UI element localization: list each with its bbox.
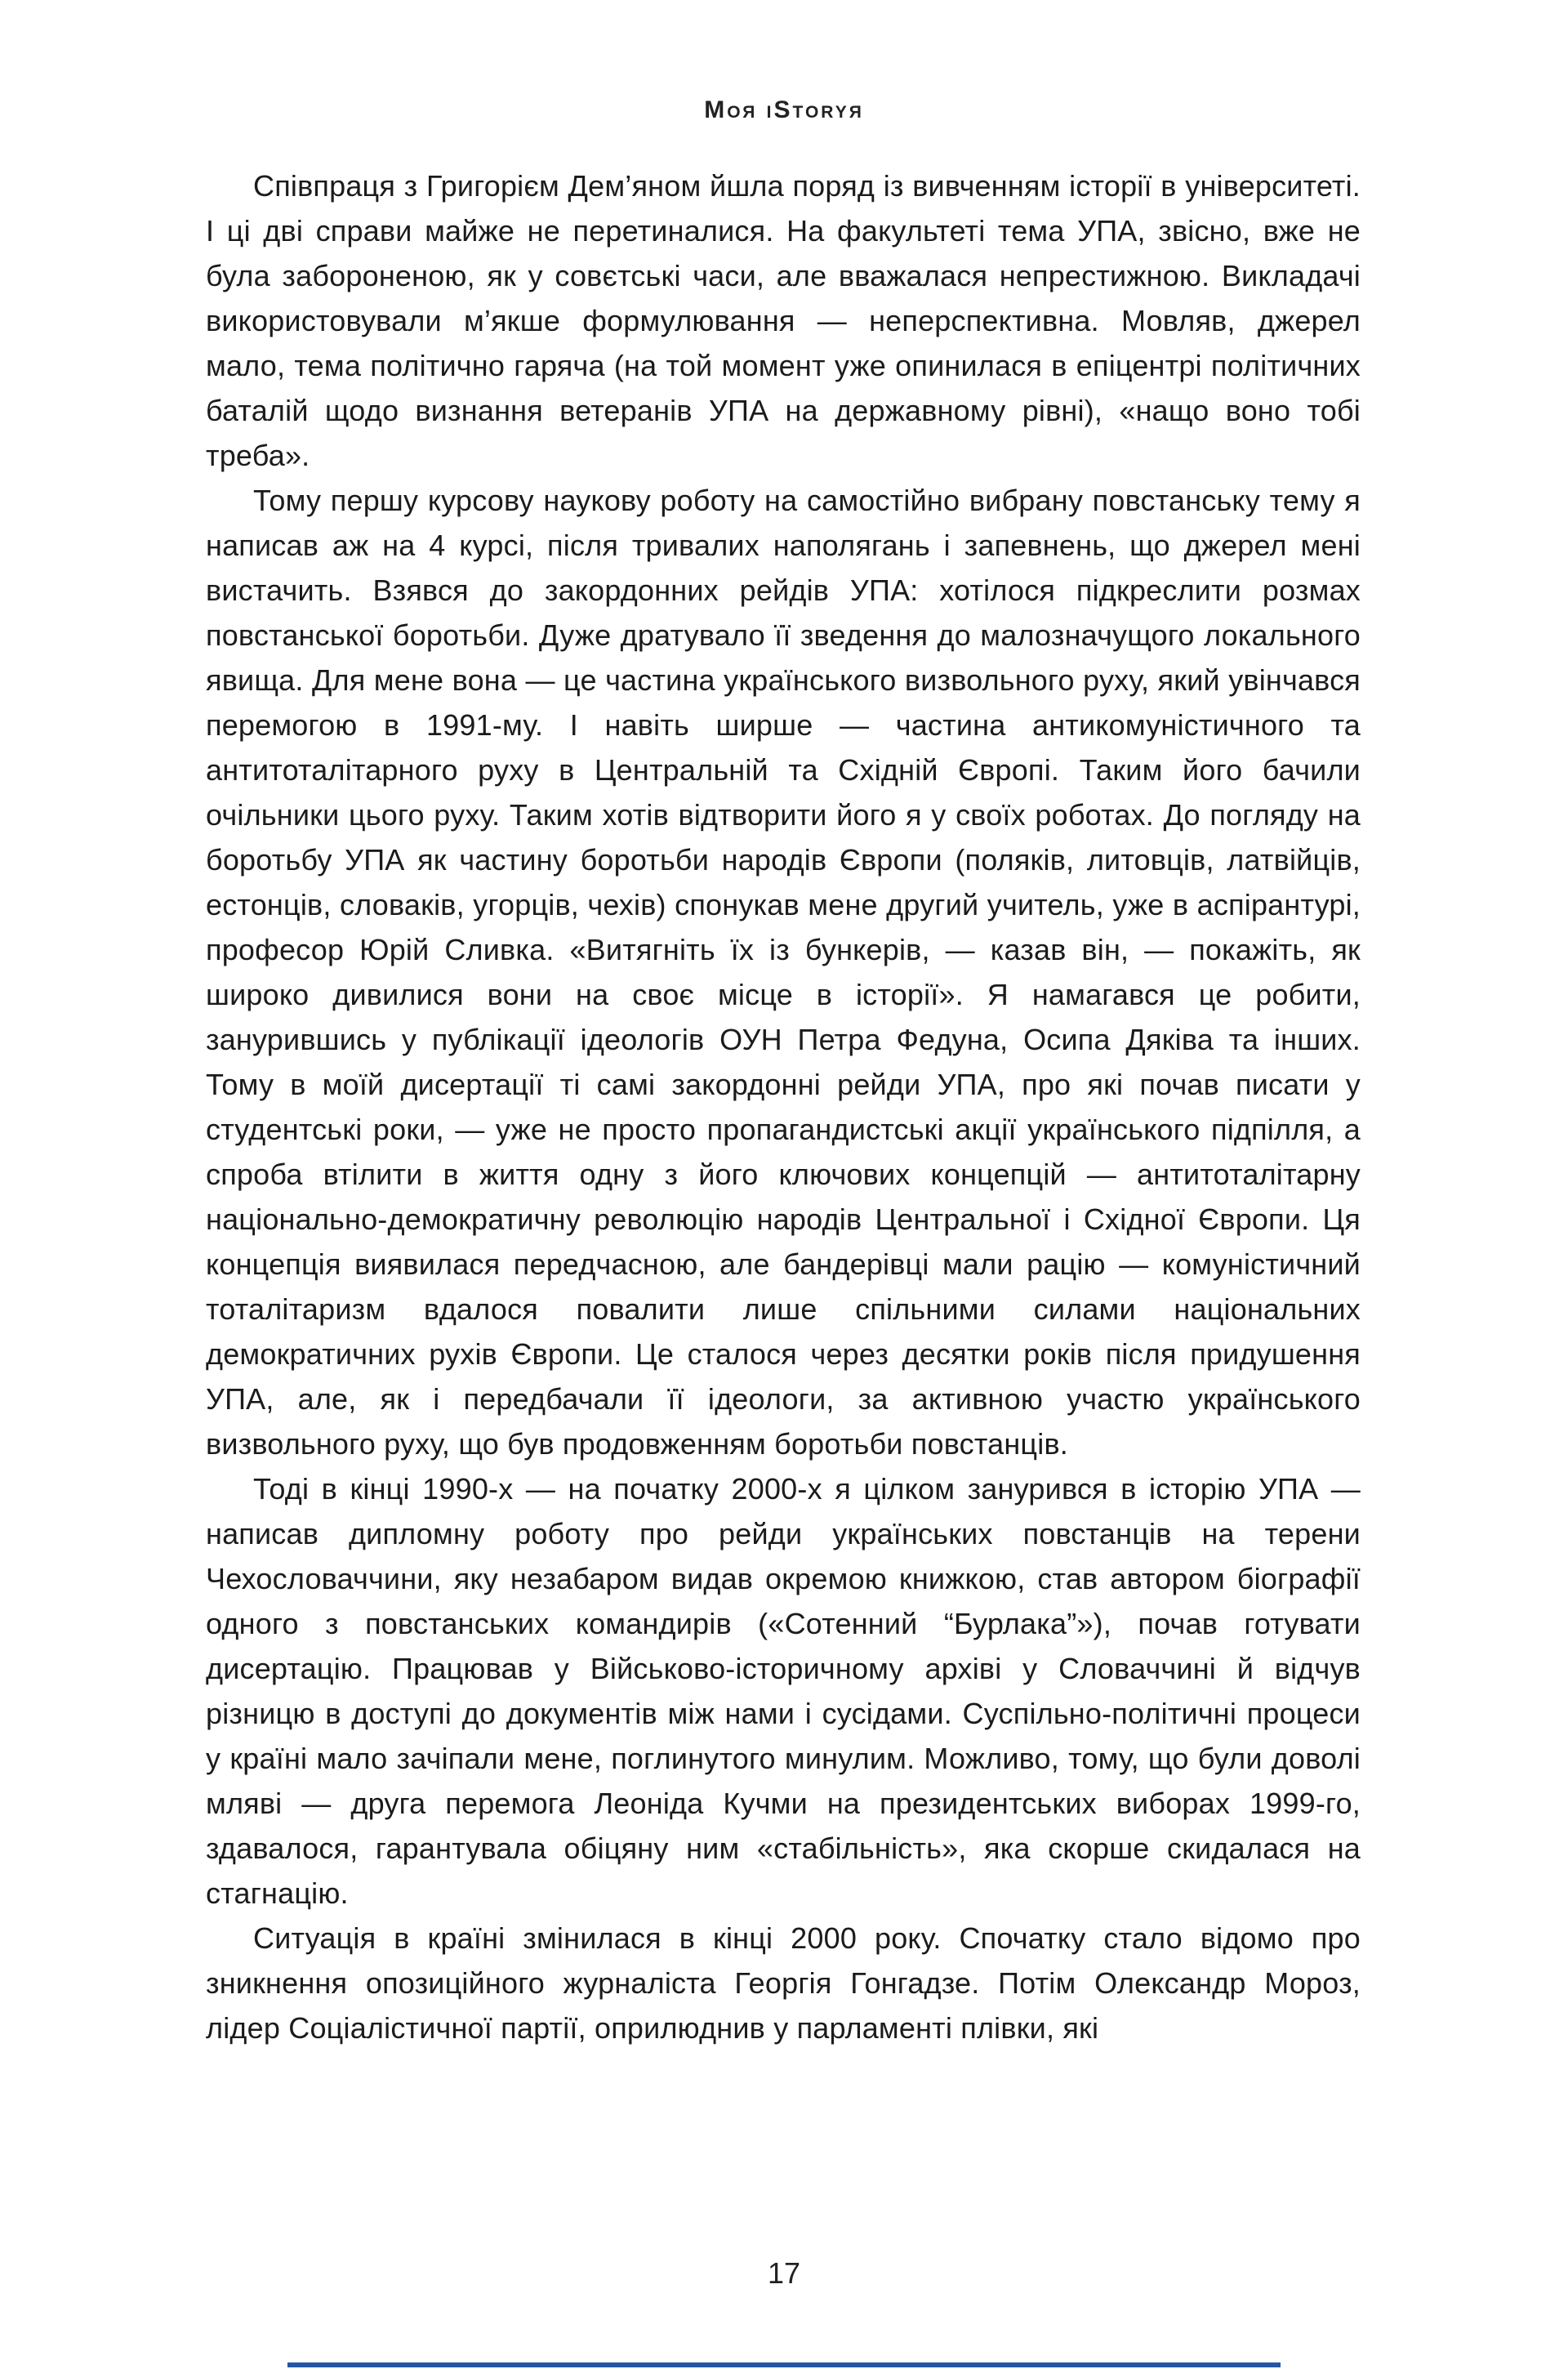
footer-rule: [287, 2362, 1281, 2367]
running-head-title: Моя іStoryя: [704, 96, 864, 123]
page-body-text: [206, 163, 1361, 2050]
body-paragraph: Ситуація в країні змінилася в кінці 2000 року. Спочатку стало відомо про зникнення опозиційного журналіста Георгія Гонгадзе. Потім Олександр Мороз, лідер Соціалістичної партії, оприлюднив у парламенті плівки, які: [206, 1921, 1361, 2045]
body-paragraph: Тоді в кінці 1990-х — на початку 2000-х я цілком занурився в історію УПА — написав дипломну роботу про рейди українських повстанців на терени Чехословаччини, яку незабаром видав окремою книжкою, став автором біографії одного з повстанських командирів («Сотенний “Бурлака”»), почав готувати дисертацію. Працював у Військово-історичному архіві у Словаччині й відчув різницю в доступі до документів між нами і сусідами. Суспільно-політичні процеси у країні мало зачіпали мене, поглинутого минулим. Можливо, тому, що були доволі мляві — друга перемога Леоніда Кучми на президентських виборах 1999-го, здавалося, гарантувала обіцяну ним «стабільність», яка скорше скидалася на стагнацію.: [206, 1472, 1361, 1910]
body-paragraph: Співпраця з Григорієм Дем’яном йшла поряд із вивченням історії в університеті. І ці дві справи майже не перетиналися. На факультеті тема УПА, звісно, вже не була забороненою, як у совєтські часи, але вважалася непрестижною. Викладачі використовували м’якше формулювання — неперспективна. Мовляв, джерел мало, тема політично гаряча (на той момент уже опинилася в епіцентрі політичних баталій щодо визнання ветеранів УПА на державному рівні), «нащо воно тобі треба».: [206, 169, 1361, 472]
page-number: 17: [767, 2256, 801, 2290]
body-paragraph: Тому першу курсову наукову роботу на самостійно вибрану повстанську тему я написав аж на 4 курсі, після тривалих наполягань і запевнень, що джерел мені вистачить. Взявся до закордонних рейдів УПА: хотілося підкреслити розмах повстанської боротьби. Дуже дратувало її зведення до малозначущого локального явища. Для мене вона — це частина українського визвольного руху, який увінчався перемогою в 1991-му. І навіть ширше — частина антикомуністичного та антитоталітарного руху в Центральній та Східній Європі. Таким його бачили очільники цього руху. Таким хотів відтворити його я у своїх роботах. До погляду на боротьбу УПА як частину боротьби народів Європи (поляків, литовців, латвійців, естонців, словаків, угорців, чехів) спонукав мене другий учитель, уже в аспірантурі, професор Юрій Сливка. «Витягніть їх із бункерів, — казав він, — покажіть, як широко дивилися вони на своє місце в історії». Я намагався це робити, занурившись у публікації ідеологів ОУН Петра Федуна, Осипа Дяківа та інших. Тому в моїй дисертації ті самі закордонні рейди УПА, про які почав писати у студентські роки, — уже не просто пропагандистські акції українського підпілля, а спроба втілити в життя одну з його ключових концепцій — антитоталітарну національно-демократичну революцію народів Центральної і Східної Європи. Ця концепція виявилася передчасною, але бандерівці мали рацію — комуністичний тоталітаризм вдалося повалити лише спільними силами національних демократичних рухів Європи. Це сталося через десятки років після придушення УПА, але, як і передбачали її ідеологи, за активною участю українського визвольного руху, що був продовженням боротьби повстанців.: [206, 484, 1361, 1461]
